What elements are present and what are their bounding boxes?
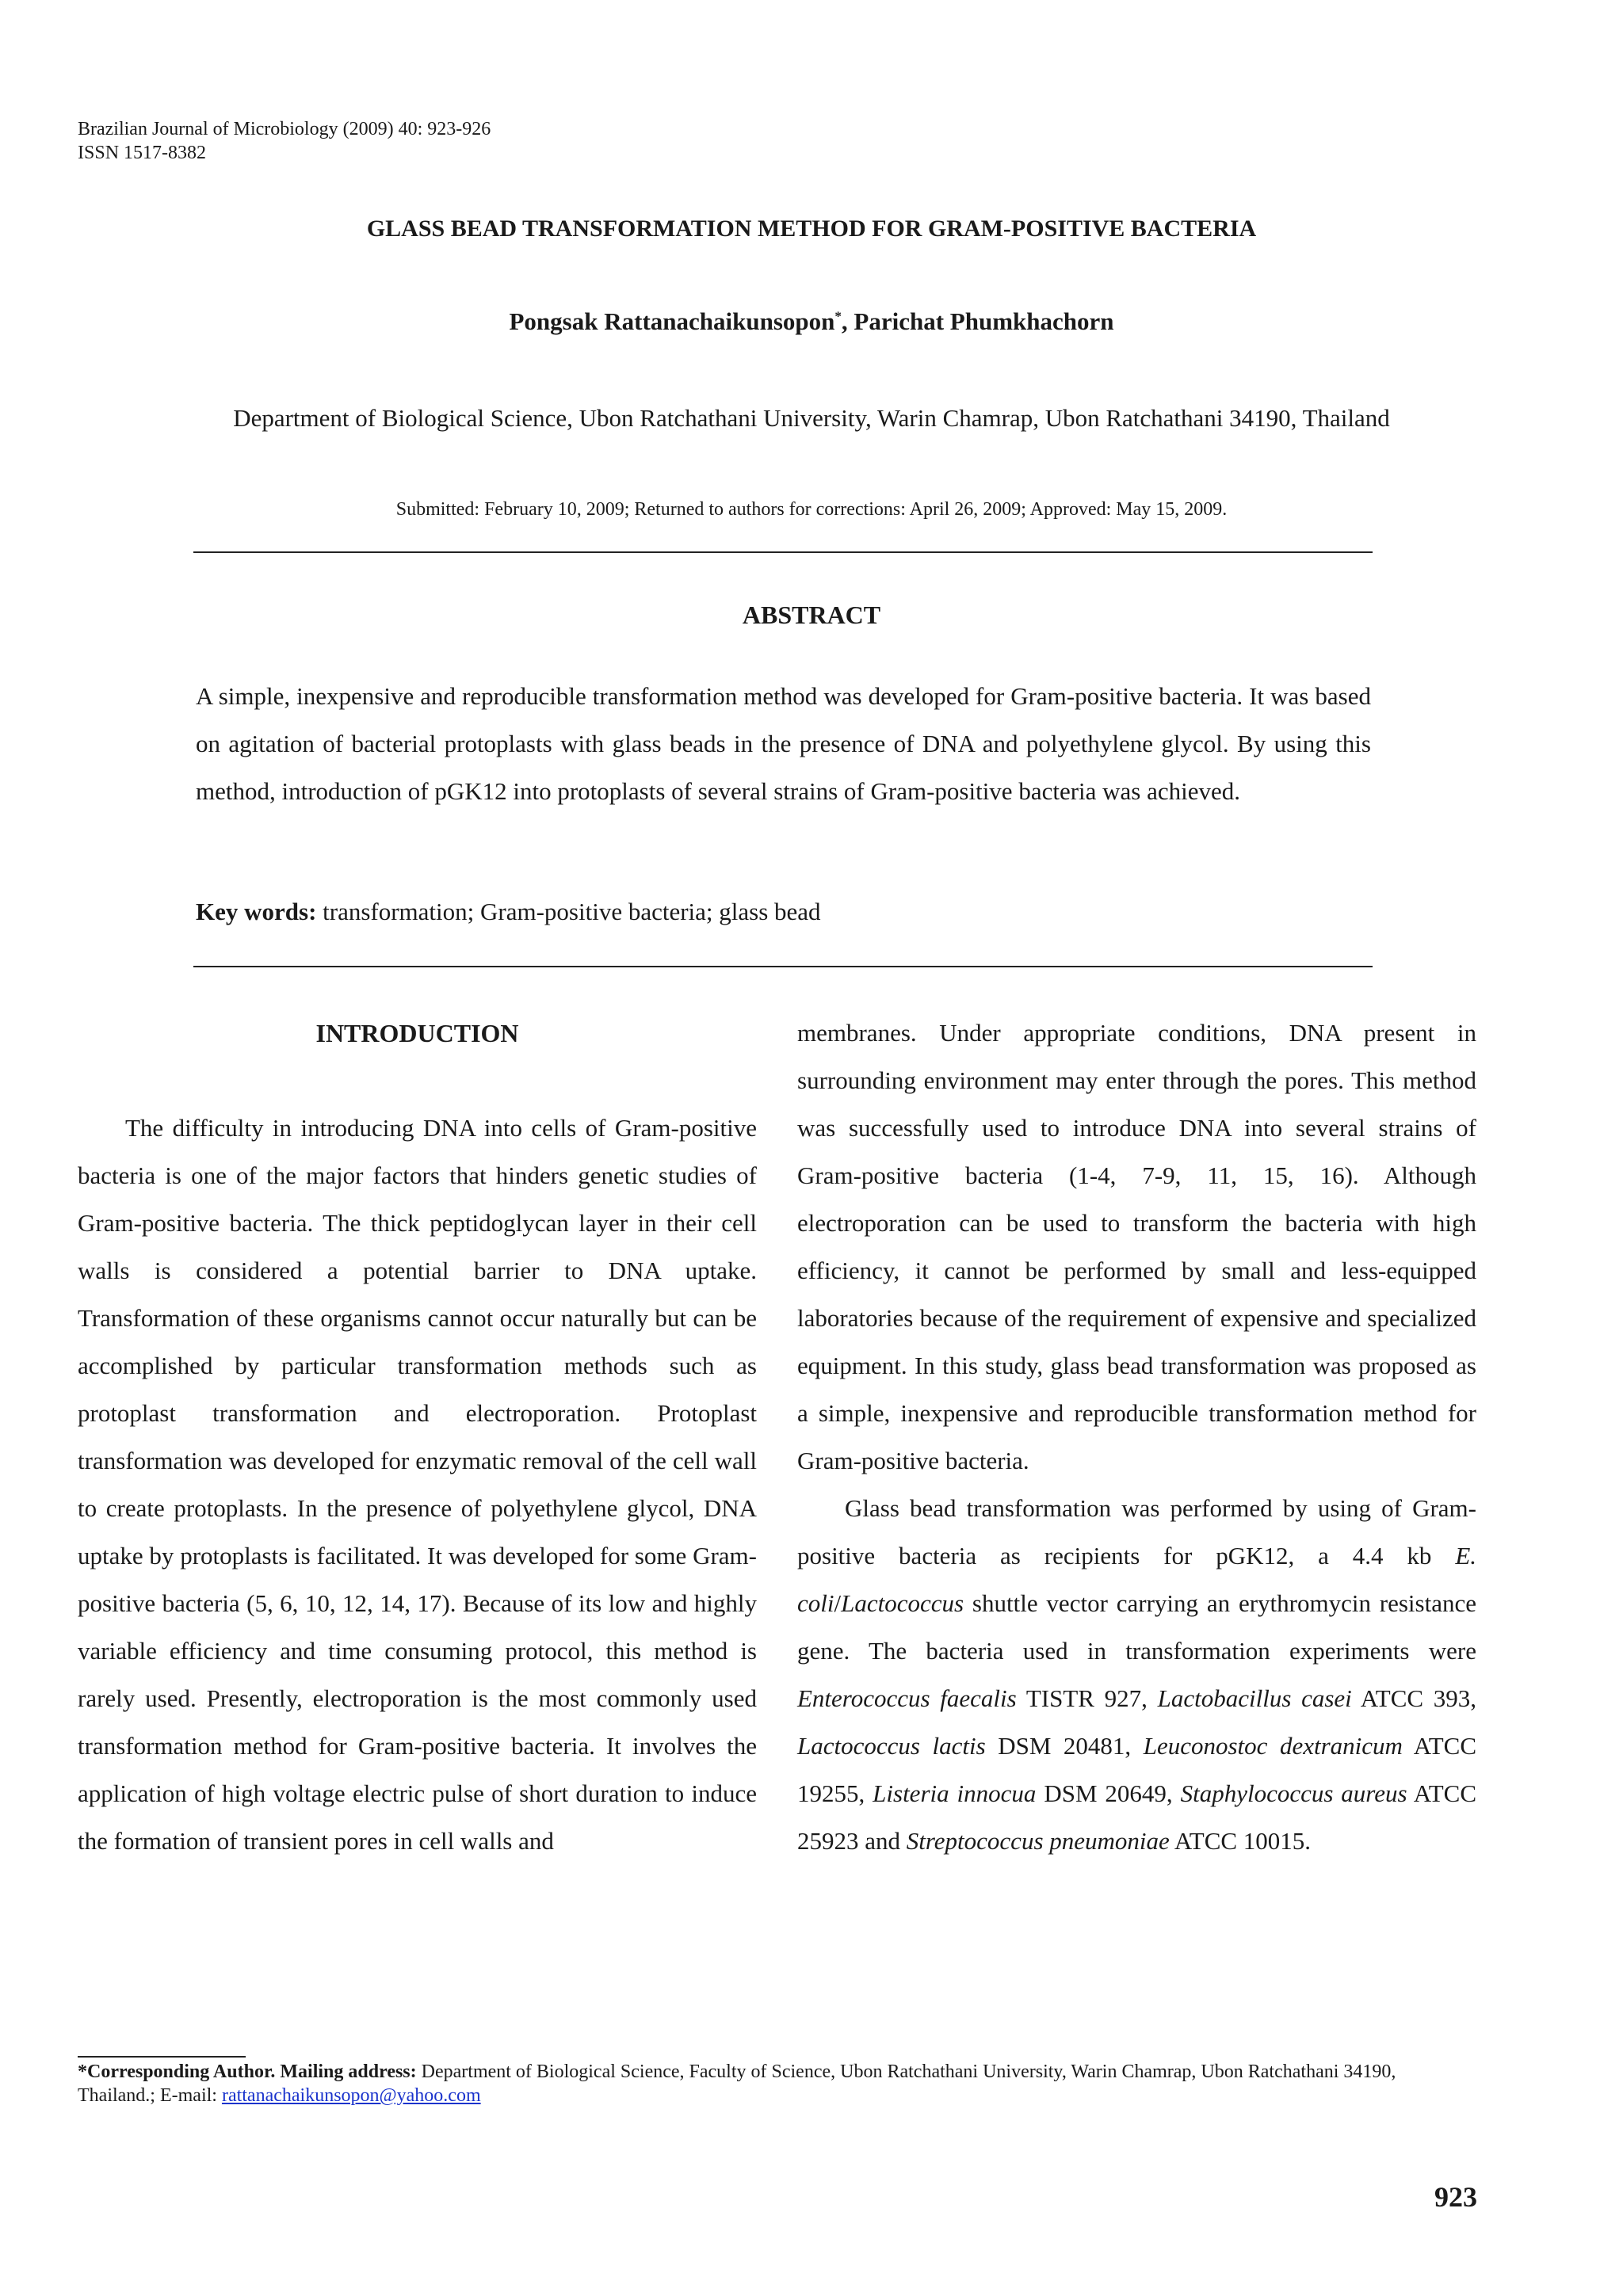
keywords bbox=[196, 898, 821, 926]
p2-text: ATCC 10015. bbox=[1169, 1827, 1312, 1855]
top-divider bbox=[193, 551, 1373, 553]
p2-species: Streptococcus pneumoniae bbox=[906, 1827, 1170, 1855]
right-column bbox=[797, 1009, 1476, 1865]
p2-species: Enterococcus faecalis bbox=[797, 1684, 1017, 1712]
keywords-label: Key words: bbox=[196, 898, 317, 925]
corresponding-mark: * bbox=[834, 308, 842, 324]
paper-title: GLASS BEAD TRANSFORMATION METHOD FOR GRAM-POSITIVE BACTERIA bbox=[366, 215, 1257, 242]
p2-text: DSM 20481, bbox=[985, 1732, 1144, 1760]
p2-text: ATCC 393, bbox=[1351, 1684, 1477, 1712]
p2-text: / bbox=[834, 1589, 842, 1617]
keywords-list: transformation; Gram-positive bacteria; glass bead bbox=[316, 898, 821, 925]
abstract-heading: ABSTRACT bbox=[742, 601, 881, 629]
email-link[interactable]: rattanachaikunsopon@yahoo.com bbox=[221, 2085, 481, 2106]
p2-species: Lactococcus lactis bbox=[797, 1732, 986, 1760]
intro-paragraph-1-continued: membranes. Under appropriate conditions, DNA present in surrounding environment may enter through the pores. This method was successfully used to introduce DNA into several strains of Gram-positive bacteria (1-4, 7-9, 11, 15, 16). Although electroporation can be used to transform the bacteria with high efficiency, it cannot be performed by small and less-equipped laboratories because of the requirement of expensive and specialized equipment. In this study, glass bead transformation was proposed as a simple, inexpensive and reproducible transformation method for Gram-positive bacteria. bbox=[797, 1019, 1476, 1474]
left-column bbox=[78, 1009, 757, 1865]
intro-paragraph-1: The difficulty in introducing DNA into cells of Gram-positive bacteria is one of the major factors that hinders genetic studies of Gram-positive bacteria. The thick peptidoglycan layer in their cell walls is considered a potential barrier to DNA uptake. Transformation of these organisms cannot occur naturally but can be accomplished by particular transformation methods such as protoplast transformation and electroporation. Protoplast transformation was developed for enzymatic removal of the cell wall to create protoplasts. In the presence of polyethylene glycol, DNA uptake by protoplasts is facilitated. It was developed for some Gram-positive bacteria (5, 6, 10, 12, 14, 17). Because of its low and highly variable efficiency and time consuming protocol, this method is rarely used. Presently, electroporation is the most commonly used transformation method for Gram-positive bacteria. It involves the application of high voltage electric pulse of short duration to induce the formation of transient pores in cell walls and bbox=[78, 1114, 757, 1855]
p2-species: Staphylococcus aureus bbox=[1180, 1779, 1407, 1807]
p2-species: Lactobacillus casei bbox=[1157, 1684, 1352, 1712]
introduction-heading: INTRODUCTION bbox=[315, 1019, 519, 1047]
intro-paragraph-2 bbox=[797, 1485, 1476, 1865]
p2-species: Listeria innocua bbox=[873, 1779, 1037, 1807]
p2-text: shuttle vector carrying an erythromycin resistance gene. The bacteria used in transformation experiments were bbox=[797, 1589, 1476, 1665]
p2-species: Leuconostoc dextranicum bbox=[1143, 1732, 1403, 1760]
authors bbox=[0, 307, 1623, 336]
journal-issn: ISSN 1517-8382 bbox=[78, 143, 207, 163]
affiliation: Department of Biological Science, Ubon Ratchathani University, Warin Chamrap, Ubon Ratchathani 34190, Thailand bbox=[233, 404, 1390, 432]
abstract-divider bbox=[193, 966, 1373, 967]
p2-text: Glass bead transformation was performed by using of Gram-positive bacteria as recipients for pGK12, a 4.4 kb bbox=[797, 1494, 1476, 1569]
author-2: , Parichat Phumkhachorn bbox=[841, 307, 1114, 335]
page-number: 923 bbox=[1434, 2181, 1477, 2213]
footnote-text: Department of Biological Science, Faculty of Science, Ubon Ratchathani University, Warin Chamrap, Ubon Ratchathani 34190, Thailand.; E-mail: bbox=[78, 2061, 1396, 2106]
p2-text: DSM 20649, bbox=[1036, 1779, 1181, 1807]
submission-dates: Submitted: February 10, 2009; Returned to authors for corrections: April 26, 2009; Approved: May 15, 2009. bbox=[395, 499, 1228, 520]
abstract-text: A simple, inexpensive and reproducible transformation method was developed for Gram-positive bacteria. It was based on agitation of bacterial protoplasts with glass beads in the presence of DNA and polyethylene glycol. By using this method, introduction of pGK12 into protoplasts of several strains of Gram-positive bacteria was achieved. bbox=[196, 682, 1371, 805]
p2-text: ATCC 19255, bbox=[797, 1732, 1476, 1807]
footnote-divider bbox=[78, 2056, 246, 2058]
p2-text: ATCC 25923 and bbox=[797, 1779, 1476, 1855]
footnote-label: *Corresponding Author. Mailing address: bbox=[78, 2061, 417, 2082]
author-1: Pongsak Rattanachaikunsopon bbox=[509, 307, 835, 335]
p2-species: E. coli bbox=[797, 1542, 1476, 1617]
journal-citation: Brazilian Journal of Microbiology (2009) 40: 923-926 bbox=[78, 119, 491, 139]
p2-text: TISTR 927, bbox=[1016, 1684, 1158, 1712]
journal-header bbox=[78, 117, 491, 165]
p2-species: Lactococcus bbox=[841, 1589, 964, 1617]
footnote bbox=[78, 2060, 1441, 2107]
